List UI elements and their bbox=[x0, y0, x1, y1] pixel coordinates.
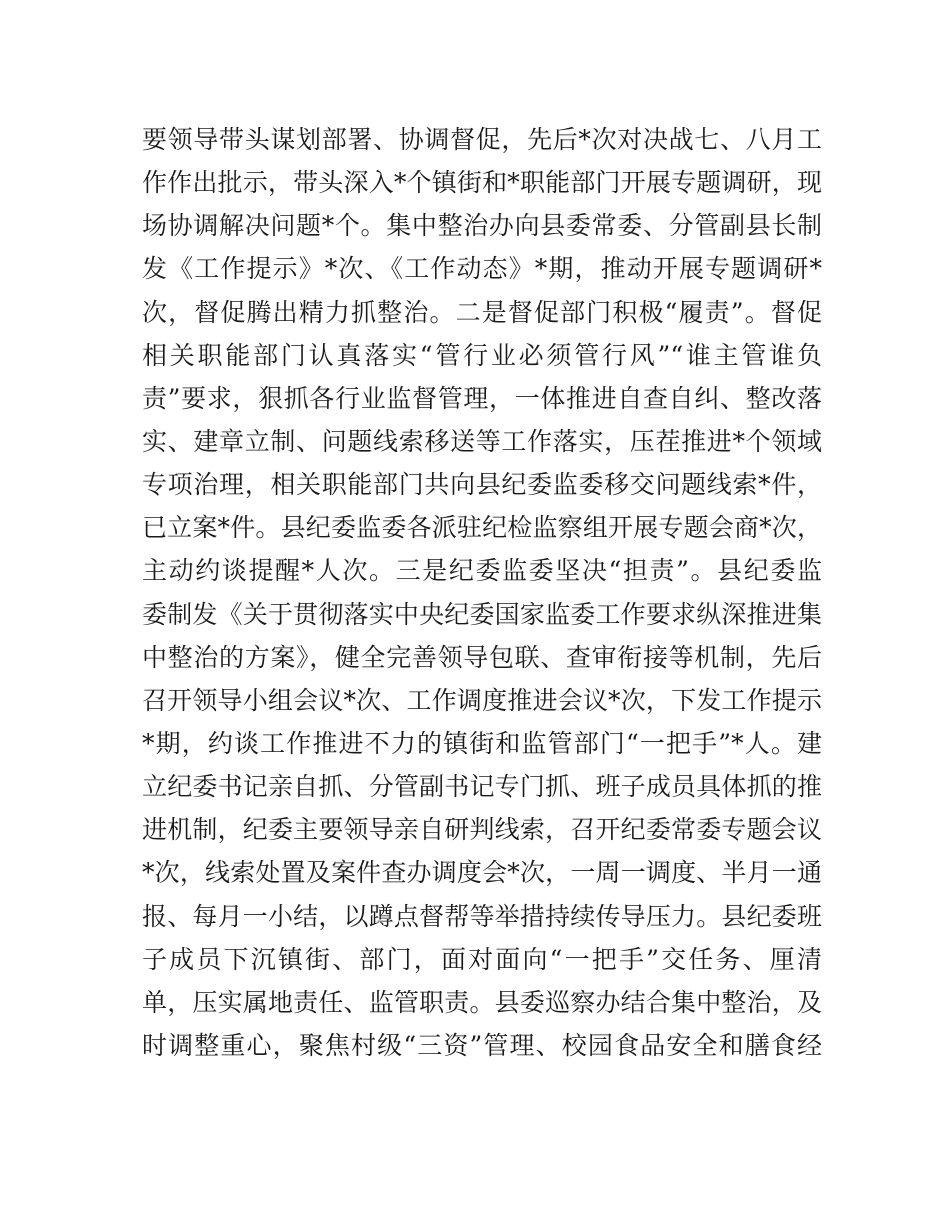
text-line: 要领导带头谋划部署、协调督促，先后*次对决战七、八月工 bbox=[142, 125, 822, 154]
text-line: 实、建章立制、问题线索移送等工作落实，压茬推进*个领域 bbox=[142, 426, 822, 456]
text-line: 次，督促腾出精力抓整治。二是督促部门积极“履责”。督促 bbox=[142, 297, 822, 327]
text-line: 主动约谈提醒*人次。三是纪委监委坚决“担责”。县纪委监 bbox=[142, 556, 822, 586]
text-line: 委制发《关于贯彻落实中央纪委国家监委工作要求纵深推进集 bbox=[142, 599, 822, 629]
text-line: 进机制，纪委主要领导亲自研判线索，召开纪委常委专题会议 bbox=[142, 815, 822, 845]
text-line: 召开领导小组会议*次、工作调度推进会议*次，下发工作提示 bbox=[142, 685, 822, 715]
text-line: 发《工作提示》*次、《工作动态》*期，推动开展专题调研* bbox=[142, 254, 822, 284]
text-line: *期，约谈工作推进不力的镇街和监管部门“一把手”*人。建 bbox=[142, 728, 822, 758]
text-line: 中整治的方案》，健全完善领导包联、查审衔接等机制，先后 bbox=[142, 642, 822, 672]
text-line: 报、每月一小结，以蹲点督帮等举措持续传导压力。县纪委班 bbox=[142, 901, 822, 931]
text-line: 作作出批示，带头深入*个镇街和*职能部门开展专题调研，现 bbox=[142, 168, 822, 198]
text-line: 已立案*件。县纪委监委各派驻纪检监察组开展专题会商*次， bbox=[142, 513, 822, 543]
text-line: 责”要求，狠抓各行业监督管理，一体推进自查自纠、整改落 bbox=[142, 383, 822, 413]
text-line: *次，线索处置及案件查办调度会*次，一周一调度、半月一通 bbox=[142, 858, 822, 888]
text-line: 相关职能部门认真落实“管行业必须管行风”“谁主管谁负 bbox=[142, 340, 822, 370]
text-line: 子成员下沉镇街、部门，面对面向“一把手”交任务、厘清 bbox=[142, 944, 822, 974]
text-line: 场协调解决问题*个。集中整治办向县委常委、分管副县长制 bbox=[142, 211, 822, 241]
body-paragraph bbox=[142, 118, 822, 1067]
text-line: 单，压实属地责任、监管职责。县委巡察办结合集中整治，及 bbox=[142, 987, 822, 1017]
text-line: 专项治理，相关职能部门共向县纪委监委移交问题线索*件， bbox=[142, 470, 822, 500]
text-line: 立纪委书记亲自抓、分管副书记专门抓、班子成员具体抓的推 bbox=[142, 772, 822, 802]
text-line: 时调整重心，聚焦村级“三资”管理、校园食品安全和膳食经 bbox=[142, 1030, 822, 1060]
